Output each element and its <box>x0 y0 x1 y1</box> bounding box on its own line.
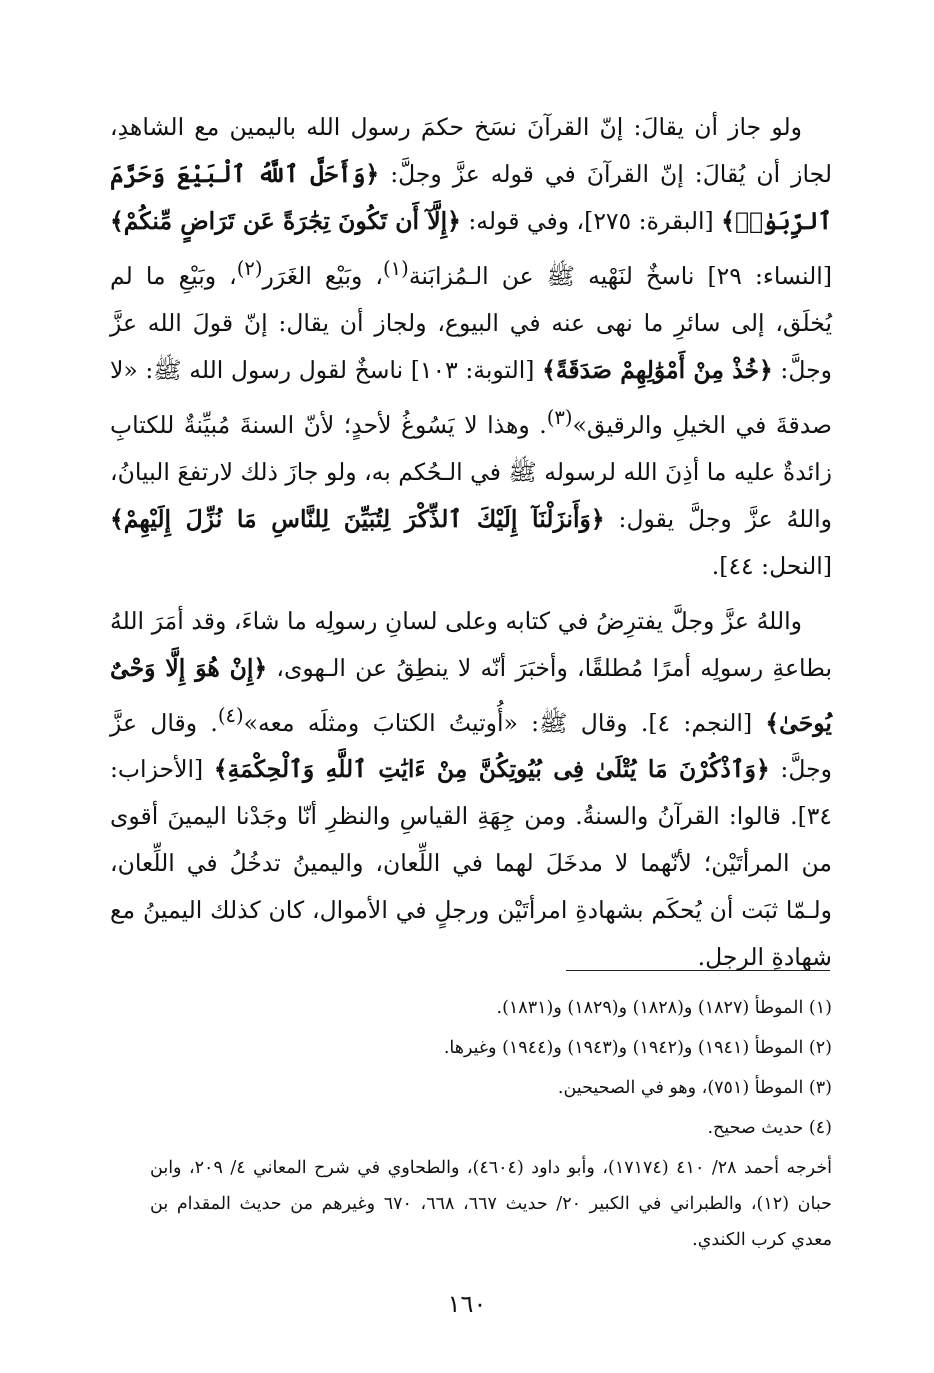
footnote-4: (٤) حديث صحيح. <box>707 1118 832 1138</box>
quran-verse: ﴿وَأَنزَلْنَآ إِلَيْكَ ٱلذِّكْرَ لِتُبَيِّنَ لِلنَّاسِ مَا نُزِّلَ إِلَيْهِمْ﴾ <box>110 504 605 533</box>
paragraph <box>110 598 832 982</box>
text-segment: . وهذا لا يَسُوغُ لأحدٍ؛ لأنّ السنةَ مُبيِّنةٌ للكتابِ زائدةٌ عليه ما أذِنَ الله لرسوله ﷺ في الـحُكم به، ولو جازَ ذلك لارتفعَ البيانُ، واللهُ عزَّ وجلَّ يقول: <box>110 410 832 533</box>
footnotes <box>110 988 832 1258</box>
footnote-divider <box>566 970 830 971</box>
main-text <box>110 104 832 981</box>
footnote-2: (٢) الموطأ (١٩٤١) و(١٩٤٢) و(١٩٤٣) و(١٩٤٤) وغيرها. <box>443 1038 832 1058</box>
footnote-ref: (٤) <box>217 703 244 727</box>
text-segment: ولو جاز أن يقالَ: إنّ القرآنَ نسَخ حكمَ رسول الله باليمين مع الشاهدِ، لجاز أن يُقالَ: إنّ القرآنَ في قوله عزَّ وجلَّ: <box>110 113 832 188</box>
quran-verse: ﴿وَأَحَلَّ ٱللَّهُ ٱلْبَيْعَ وَحَرَّمَ ٱلرِّبَوٰا۟﴾ <box>110 160 832 235</box>
footnote-ref: (٢) <box>236 257 263 280</box>
text-segment: . وقال عزَّ وجلَّ: <box>110 708 833 784</box>
text-segment: واللهُ عزَّ وجلَّ يفترِضُ في كتابه وعلى لسانِ رسولِه ما شاءَ، وقد أمَرَ اللهُ بطاعةِ رسولِه أمرًا مُطلقًا، وأخبَرَ أنّه لا ينطِقُ عن الـهوى، <box>110 606 832 682</box>
text-segment: [التوبة: ١٠٣] ناسخٌ لقول رسول الله ﷺ: «لا صدقةَ في الخيلِ والرقيق» <box>110 355 832 439</box>
text-segment: [البقرة: ٢٧٥]، وفي قوله: <box>460 207 722 235</box>
text-segment: [الأحزاب: ٣٤]. قالوا: القرآنُ والسنةُ. ومن جِهَةِ القياسِ والنظرِ أنّا وجَدْنا اليمينَ أقوى من المرأتَيْن؛ لأنّهما لا مدخَلَ لهما في اللِّعان، واليمينُ تدخُلُ في اللِّعان، ولـمّا ثبَت أن يُحكَم بشهادةِ امرأتَيْن ورجلٍ في الأموال، كان كذلك اليمينُ مع شهادةِ الرجل. <box>110 755 832 972</box>
footnote-4-details: أخرجه أحمد ٢٨/ ٤١٠ (١٧١٧٤)، وأبو داود (٤٦٠٤)، والطحاوي في شرح المعاني ٤/ ٢٠٩، وابن حبان (١٢)، والطبراني في الكبير ٢٠/ حديث ٦٦٧، ٦٦٨، ٦٧٠ وغيرهم من حديث المقدام بن معدي كرب الكندي. <box>150 1158 832 1250</box>
text-segment: [النجم: ٤]. وقال ﷺ: «أُوتيتُ الكتابَ ومثلَه معه» <box>243 708 766 737</box>
footnote-ref: (١) <box>383 257 409 280</box>
quran-verse: ﴿إِلَّآ أَن تَكُونَ تِجَٰرَةً عَن تَرَاضٍ مِّنكُمْ﴾ <box>110 207 461 235</box>
text-segment: [النساء: ٢٩] ناسخٌ لنَهْيه ﷺ عن الـمُزابَنة <box>408 261 832 290</box>
page-number: ١٦٠ <box>447 1290 487 1318</box>
text-segment: ، وبَيْع الغَرَر <box>262 261 384 290</box>
text-segment: ، وبَيْعِ ما لم يُخلَق، إلى سائرِ ما نهى عنه في البيوع، ولجاز أن يقال: إنّ قولَ الله عزَّ وجلَّ: <box>110 261 832 384</box>
quran-verse: ﴿خُذْ مِنْ أَمْوَٰلِهِمْ صَدَقَةً﴾ <box>542 355 773 384</box>
footnote-3: (٣) الموطأ (٧٥١)، وهو في الصحيحين. <box>557 1078 832 1098</box>
footnote-1: (١) الموطأ (١٨٢٧) و(١٨٢٨) و(١٨٢٩) و(١٨٣١). <box>496 998 832 1018</box>
paragraph <box>110 104 832 590</box>
text-segment: [النحل: ٤٤]. <box>711 551 832 580</box>
quran-verse: ﴿وَٱذْكُرْنَ مَا يُتْلَىٰ فِى بُيُوتِكُنَّ مِنْ ءَايَٰتِ ٱللَّهِ وَٱلْحِكْمَةِ﴾ <box>213 755 770 784</box>
footnote-ref: (٣) <box>546 405 573 429</box>
quran-verse: ﴿إِنْ هُوَ إِلَّا وَحْىٌ يُوحَىٰ﴾ <box>110 653 832 737</box>
